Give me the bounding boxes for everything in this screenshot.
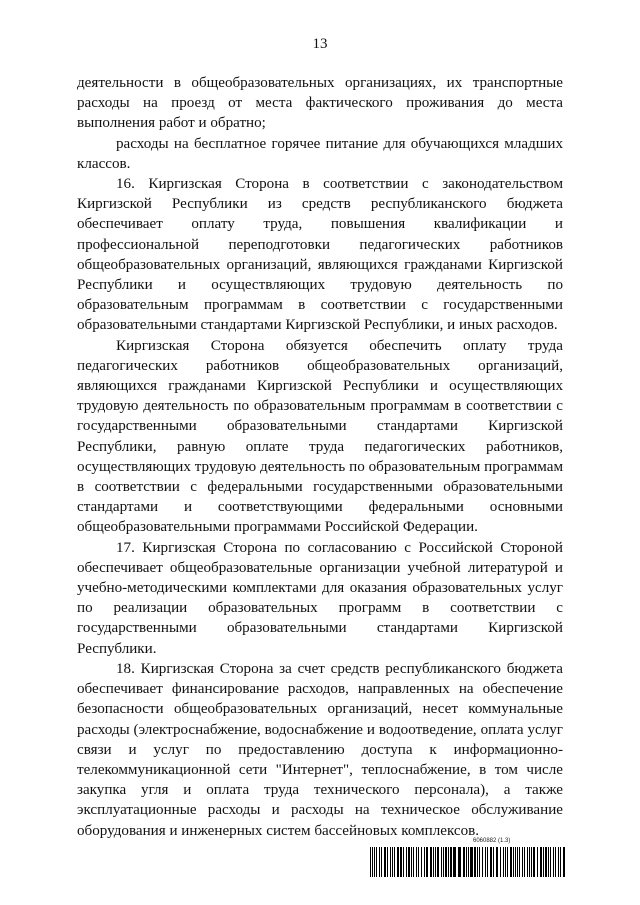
- barcode-bar: [507, 847, 508, 877]
- barcode-bar: [477, 847, 478, 877]
- barcode-bar: [515, 847, 516, 877]
- barcode-bar: [413, 847, 414, 877]
- barcode-bar: [487, 847, 488, 877]
- barcode-label: 6060882 (1.3): [473, 838, 511, 844]
- barcode-bar: [466, 847, 467, 877]
- paragraph-16-obligation: Киргизская Сторона обязуется обеспечить оплату труда педагогических работников общеобразовательных организаций, являющихся гражданами Киргизской Республики и осуществляющих трудовую деятельность по образовательным программам в соответствии с государственными образовательными стандартами Киргизской Республики, равную оплате труда педагогических работников, осуществляющих трудовую деятельность по образовательным программам в соответствии с федеральными государственными образовательными стандартами и соответствующими федеральными основными общеобразовательными программами Российской Федерации.: [77, 337, 563, 536]
- barcode-bar: [463, 847, 465, 877]
- barcode-bar: [522, 847, 523, 877]
- barcode-bar: [435, 847, 436, 877]
- barcode-bar: [403, 847, 404, 877]
- barcode-bar: [500, 847, 501, 877]
- barcode-bar: [453, 847, 456, 877]
- barcode-bar: [370, 847, 371, 877]
- barcode-bar: [533, 847, 535, 877]
- paragraph-meals: расходы на бесплатное горячее питание для обучающихся младших классов.: [77, 135, 563, 172]
- paragraph-continuation: деятельности в общеобразовательных организациях, их транспортные расходы на проезд от места фактического проживания до места выполнения работ и обратно;: [77, 75, 563, 132]
- barcode-bar: [560, 847, 561, 877]
- barcode-bar: [513, 847, 514, 877]
- barcode-bar: [470, 847, 473, 877]
- barcode-bar: [458, 847, 461, 877]
- barcode-bar: [555, 847, 556, 877]
- page-number: 13: [312, 36, 328, 52]
- barcode-bar: [376, 847, 377, 877]
- barcode-bar: [421, 847, 422, 877]
- barcode-bar: [384, 847, 386, 877]
- barcode-bar: [448, 847, 449, 877]
- document-body: [77, 73, 563, 841]
- barcode-bar: [387, 847, 388, 877]
- barcode-bar: [450, 847, 452, 877]
- barcode-bar: [479, 847, 480, 877]
- barcode-bar: [394, 847, 395, 877]
- barcode-bar: [381, 847, 382, 877]
- barcode-bar: [517, 847, 518, 877]
- barcode-bar: [510, 847, 512, 877]
- barcode-bar: [433, 847, 434, 877]
- barcode-bar: [548, 847, 549, 877]
- barcode-bar: [540, 847, 542, 877]
- barcode-bar: [400, 847, 402, 877]
- barcode-bar: [563, 847, 565, 877]
- barcode-bar: [553, 847, 554, 877]
- barcode-bar: [537, 847, 538, 877]
- barcode-bar: [531, 847, 532, 877]
- barcode-icon: [370, 847, 566, 877]
- barcode-bar: [379, 847, 380, 877]
- barcode-bar: [545, 847, 547, 877]
- barcode-bar: [558, 847, 559, 877]
- barcode-bar: [490, 847, 492, 877]
- paragraph-18: 18. Киргизская Сторона за счет средств республиканского бюджета обеспечивает финансирование расходов, направленных на обеспечение безопасности общеобразовательных организаций, несет коммунальные расходы (электроснабжение, водоснабжение и водоотведение, оплата услуг связи и услуг по предоставлению доступа к информационно-телекоммуникационной сети "Интернет", теплоснабжение, в том числе закупка угля и оплата труда технического персонала), а также эксплуатационные расходы и расходы на техническое обслуживание оборудования и инженерных систем бассейновых комплексов.: [77, 660, 563, 839]
- barcode-bar: [485, 847, 486, 877]
- barcode-bar: [550, 847, 551, 877]
- barcode-bar: [411, 847, 412, 877]
- barcode-bar: [474, 847, 476, 877]
- barcode-bar: [482, 847, 483, 877]
- barcode-bar: [443, 847, 444, 877]
- barcode-bar: [493, 847, 494, 877]
- barcode-bar: [374, 847, 375, 877]
- barcode-bar: [543, 847, 544, 877]
- barcode-bar: [503, 847, 504, 877]
- barcode-bar: [441, 847, 442, 877]
- barcode-bar: [416, 847, 417, 877]
- barcode-bar: [430, 847, 432, 877]
- barcode-bar: [418, 847, 419, 877]
- barcode-bar: [468, 847, 469, 877]
- barcode-bar: [519, 847, 520, 877]
- barcode-bar: [529, 847, 530, 877]
- barcode-bar: [408, 847, 410, 877]
- barcode-bar: [406, 847, 407, 877]
- barcode-bar: [445, 847, 447, 877]
- barcode-bar: [424, 847, 425, 877]
- barcode-bar: [397, 847, 399, 877]
- paragraph-16: 16. Киргизская Сторона в соответствии с законодательством Киргизской Республики из средств республиканского бюджета обеспечивает оплату труда, повышения квалификации и профессиональной переподготовки педагогических работников общеобразовательных организаций, являющихся гражданами Киргизской Республики и осуществляющих трудовую деятельность по образовательным программам в соответствии с государственными образовательными стандартами Киргизской Республики, и иных расходов.: [77, 176, 563, 334]
- barcode-bar: [437, 847, 439, 877]
- barcode-bar: [392, 847, 393, 877]
- barcode-bar: [524, 847, 525, 877]
- paragraph-17: 17. Киргизская Сторона по согласованию с Российской Стороной обеспечивает общеобразовательные организации учебной литературой и учебно-методическими комплектами для оказания образовательных услуг по реализации образовательных программ в соответствии с государственными образовательными стандартами Киргизской Республики.: [77, 539, 563, 657]
- barcode-bar: [426, 847, 428, 877]
- barcode-bar: [372, 847, 373, 877]
- barcode-bar: [496, 847, 498, 877]
- barcode-bar: [527, 847, 528, 877]
- barcode-bar: [505, 847, 506, 877]
- barcode-bar: [390, 847, 391, 877]
